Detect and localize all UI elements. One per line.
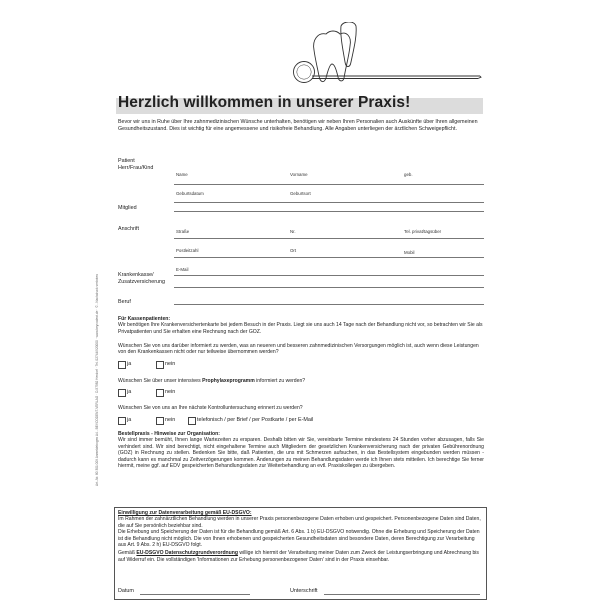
krankenkasse-label: Krankenkasse/ Zusatzversicherung xyxy=(118,272,166,285)
vorname-label: Vorname xyxy=(290,172,308,177)
q1-text: Wünschen Sie von uns darüber informiert zu werden, was an neueren und besseren zahnmedizinischen Versorgungen möglich ist, auch wenn diese Leistungen von den Krankenkassen nicht oder nur teilweise übernommen werden? xyxy=(118,343,479,356)
q2-text-bold: Prophylaxeprogramm xyxy=(202,378,255,384)
dsgvo-section xyxy=(118,510,484,563)
molar-icon xyxy=(314,31,351,82)
kassen-text: Wir benötigen Ihre Krankenversichertenkarte bei jedem Besuch in der Praxis. Liegt sie uns auch 14 Tage nach der Behandlung nicht vor, so betrachten wir Sie als Privatpatienten und Sie erhalten eine Rechnung nach der GOZ. xyxy=(118,322,483,335)
beruf-label: Beruf xyxy=(118,299,131,305)
email-label: E-Mail xyxy=(176,267,189,272)
ort-input-line[interactable] xyxy=(174,257,484,258)
patient-label: Patient Herr/Frau/Kind xyxy=(118,158,154,171)
dsgvo-p3 xyxy=(118,550,484,563)
bestell-section xyxy=(118,431,484,469)
dsgvo-p3-a: Gemäß xyxy=(118,550,137,557)
email-input-line[interactable] xyxy=(174,275,484,276)
tel-label: Tel. privat/tagsüber xyxy=(404,229,442,234)
dsgvo-p3-bold: EU-DSGVO Datenschutzgrundverordnung xyxy=(136,550,239,557)
q2-ja-label: ja xyxy=(127,389,132,395)
q2-ja-checkbox[interactable] xyxy=(118,389,126,397)
q3-option-checkbox[interactable] xyxy=(188,417,196,425)
dental-mirror-teeth-illustration xyxy=(288,22,483,98)
q2-text-c: informiert zu werden? xyxy=(254,378,306,384)
name-input-line[interactable] xyxy=(174,184,484,185)
geburtsort-label: Geburtsort xyxy=(290,191,311,196)
side-imprint-text: Art.-Nr. 80 301 009 Anmeldebogen A4 - BEYCODENT-VERLAG · D-57582 Herdorf · Tel. 02744/920000 · www.beycodent.de · © - Nachdruck verboten xyxy=(95,274,99,486)
bestell-text: Wir sind immer bemüht, Ihnen lange Wartezeiten zu ersparen. Deshalb bitten wir Sie, vereinbarte Termine mindestens 24 Stunden vorher abzusagen, falls Sie verhindert sind. Wir sind berechtigt, nicht eingehaltene Termine auch Mitgliedern der gesetzlichen Krankenversicherung nach der privaten Gebührenordnung (GOZ) in Rechnung zu stellen. Bedenken Sie bitte, daß Patienten, die uns mit Schmerzen aufsuchen, in das Bestellsystem eingebunden werden müssen - dadurch kann es manchmal zu Zeitverzögerungen kommen. Änderungen zu meinen Behandlungsdaten werde ich Ihnen stets mitteilen. Ich berechtige Sie ferner hiermit, meine ggf. auf EDV gespeicherten Behandlungsdaten zur Weiterbehandlung an evtl. Praxiskollegen zu übergeben. xyxy=(118,437,484,470)
q1-ja-checkbox[interactable] xyxy=(118,361,126,369)
geb-label: geb. xyxy=(404,172,413,177)
datum-input-line[interactable] xyxy=(140,594,250,595)
nr-label: Nr. xyxy=(290,229,296,234)
q2-text-a: Wünschen Sie über unser intensives xyxy=(118,378,203,384)
q2-nein-checkbox[interactable] xyxy=(156,389,164,397)
q3-ja-label: ja xyxy=(127,417,132,423)
q3-option-label: telefonisch / per Brief / per Postkarte / per E-Mail xyxy=(197,417,314,423)
q1-nein-checkbox[interactable] xyxy=(156,361,164,369)
ort-label: Ort xyxy=(290,248,297,253)
krankenkasse-input-line[interactable] xyxy=(174,287,484,288)
beruf-input-line[interactable] xyxy=(174,304,484,305)
strasse-input-line[interactable] xyxy=(174,238,484,239)
dsgvo-p1: Im Rahmen der zahnärztlichen Behandlung werden in unserer Praxis personenbezogene Daten erhoben und gespeichert. Personenbezogene Daten sind Daten, die auf Sie persönlich beziehbar sind. xyxy=(118,516,481,529)
q2-nein-label: nein xyxy=(165,389,176,395)
anschrift-label: Anschrift xyxy=(118,226,139,232)
q3-text: Wünschen Sie von uns an Ihre nächste Kontrolluntersuchung erinnert zu werden? xyxy=(118,405,303,411)
q1-ja-label: ja xyxy=(127,361,132,367)
page-title: Herzlich willkommen in unserer Praxis! xyxy=(118,94,411,111)
kassen-title: Für Kassenpatienten: xyxy=(118,316,171,322)
mitglied-input-line[interactable] xyxy=(174,211,484,212)
unterschrift-label: Unterschrift xyxy=(290,588,318,594)
mitglied-label: Mitglied xyxy=(118,205,137,211)
postleitzahl-label: Postleitzahl xyxy=(176,248,199,253)
q1-nein-label: nein xyxy=(165,361,176,367)
q2-text xyxy=(118,378,484,384)
bestell-title: Bestellpraxis - Hinweise zur Organisation: xyxy=(118,431,220,437)
kassen-section xyxy=(118,316,484,335)
dsgvo-title: Einwilligung zur Datenverarbeitung gemäß EU-DSGVO: xyxy=(118,510,252,516)
geburtsdatum-label: Geburtsdatum xyxy=(176,191,204,196)
q3-nein-checkbox[interactable] xyxy=(156,417,164,425)
dsgvo-p2: Die Erhebung und Speicherung der Daten ist für die Behandlung gemäß Art. 6 Abs. 1 b) EU-DSGVO notwendig. Ohne die Erhebung und Speicherung der Daten ist die Behandlung nicht möglich. Die von Ihnen erhobenen und gespeicherten Gesundheitsdaten sind besondere Daten, deren Berechtigung zur Verarbeitung aus Art. 9 Abs. 2 h) EU-DSGVO folgt. xyxy=(118,529,480,549)
unterschrift-input-line[interactable] xyxy=(324,594,480,595)
geburt-input-line[interactable] xyxy=(174,202,484,203)
name-label: Name xyxy=(176,172,188,177)
mobil-label: Mobil xyxy=(404,250,415,255)
intro-text: Bevor wir uns in Ruhe über Ihre zahnmedizinischen Wünsche unterhalten, benötigen wir neben Ihren Personalien auch Auskünfte über Ihren allgemeinen Gesundheitszustand. Dies ist wichtig für eine angemessene und risikofreie Behandlung. Alle Angaben unterliegen der ärztlichen Schweigepflicht. xyxy=(118,119,478,132)
q3-ja-checkbox[interactable] xyxy=(118,417,126,425)
q3-nein-label: nein xyxy=(165,417,176,423)
side-imprint xyxy=(92,160,102,600)
dsgvo-p3-c: willige ich hiermit der Verarbeitung meiner Daten zum Zweck der Leistungserbringung und Abrechnung bis auf Widerruf ein. Die vollständigen 'Informationen zur Erhebung personenbezogener Daten' sind in der Praxis einsehbar. xyxy=(118,550,479,563)
incisor-icon xyxy=(341,22,356,67)
strasse-label: Straße xyxy=(176,229,190,234)
datum-label: Datum xyxy=(118,588,134,594)
